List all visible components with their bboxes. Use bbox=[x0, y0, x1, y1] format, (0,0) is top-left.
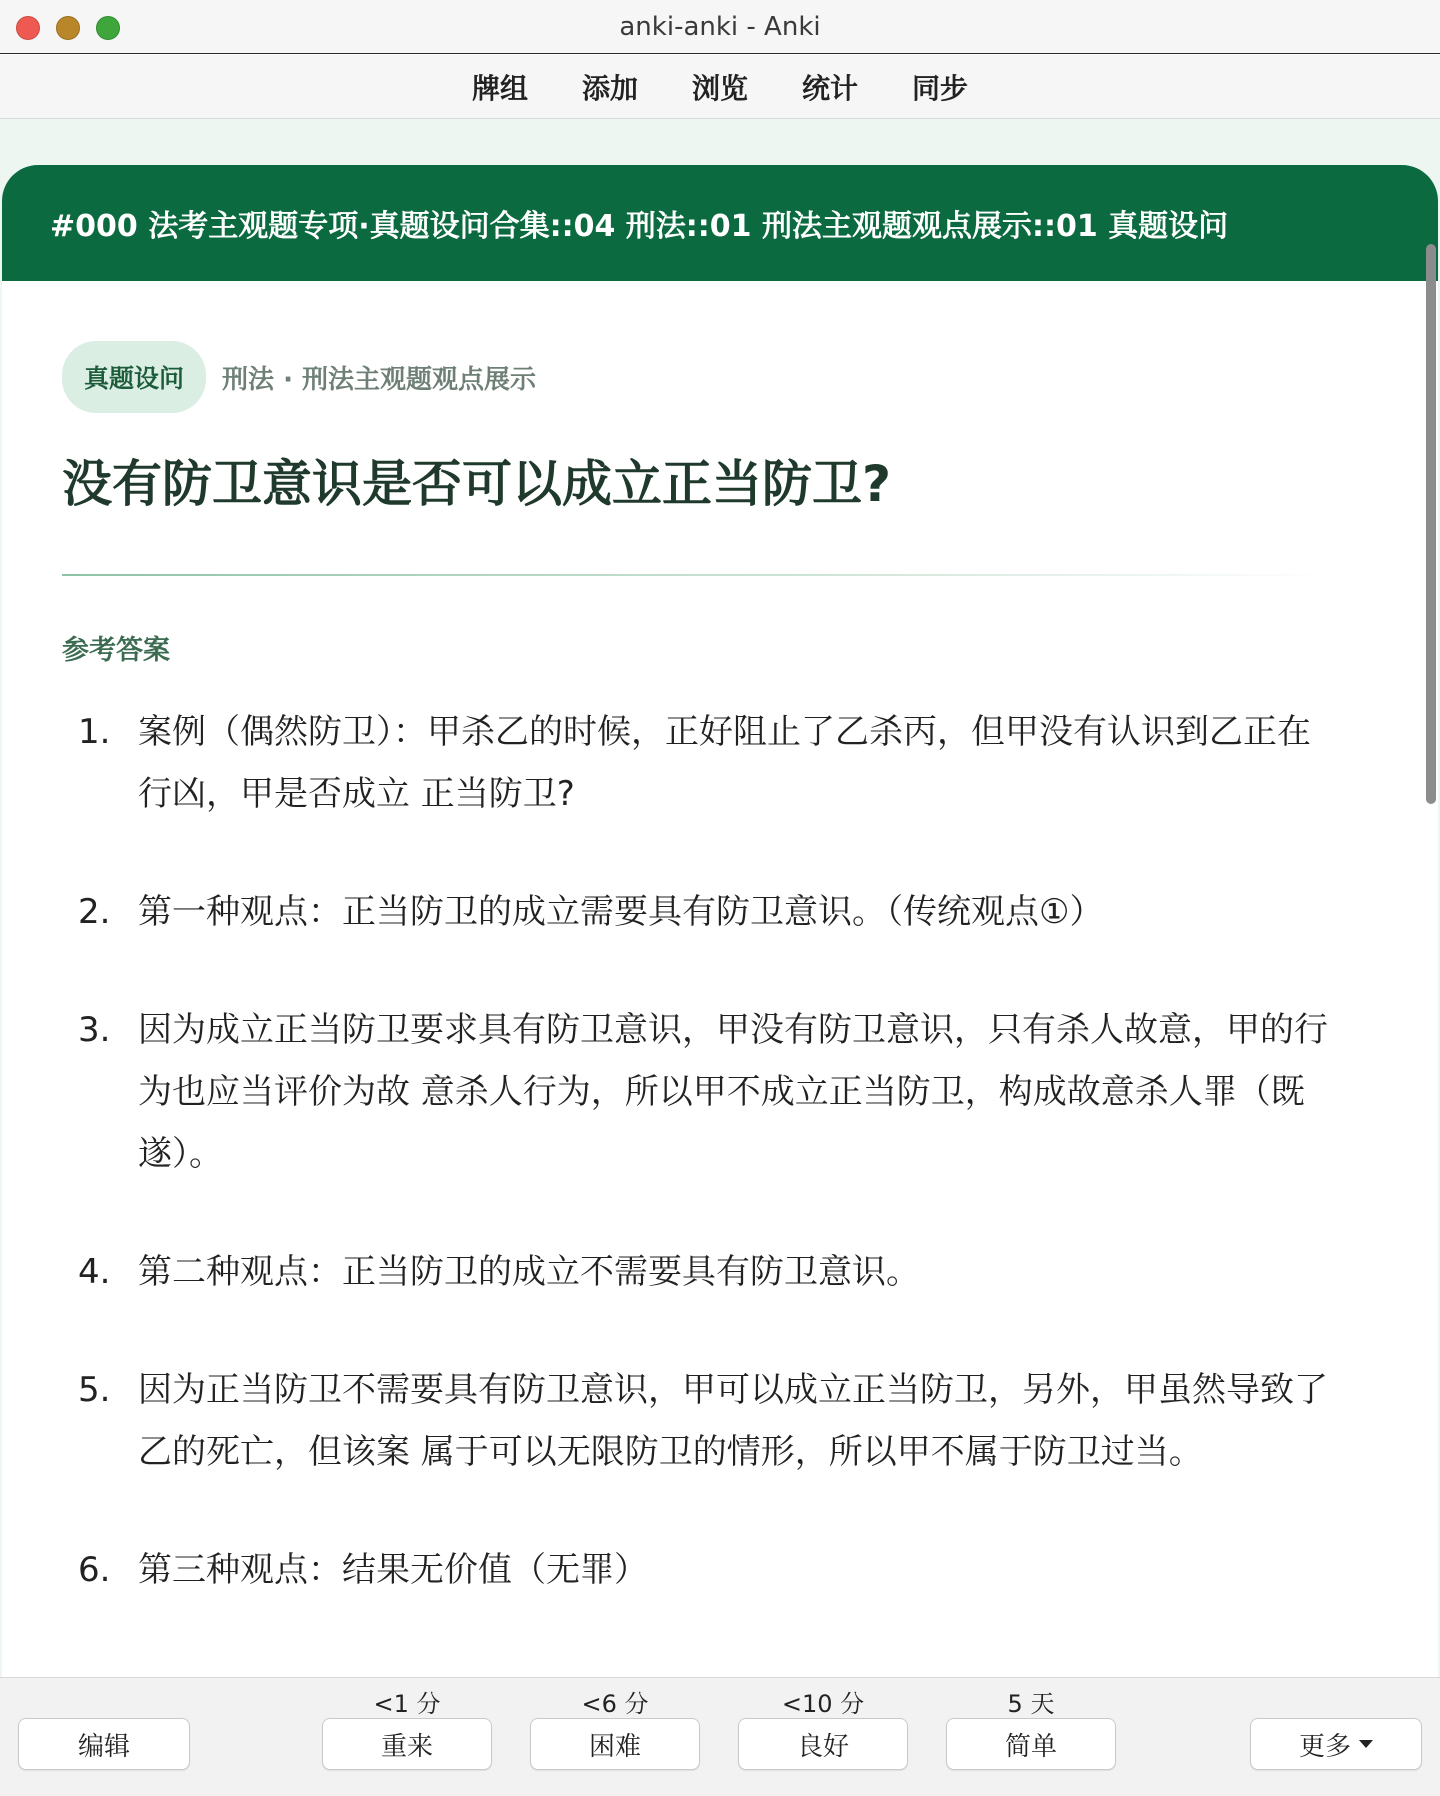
answer-number: 4. bbox=[78, 1251, 111, 1292]
answer-number: 3. bbox=[78, 1009, 111, 1050]
card-body bbox=[2, 281, 1332, 1601]
interval-good: <10 分 bbox=[781, 1690, 865, 1718]
toolbar-stats[interactable]: 统计 bbox=[802, 71, 859, 105]
answer-text: 案例（偶然防卫）：甲杀乙的时候，正好阻止了乙杀丙，但甲没有认识到乙正在行凶，甲是否成立 正当防卫? bbox=[138, 711, 1311, 814]
toolbar-sync[interactable]: 同步 bbox=[912, 71, 969, 105]
toolbar-browse[interactable]: 浏览 bbox=[691, 71, 748, 105]
question-divider bbox=[62, 574, 1332, 576]
edit-button[interactable]: 编辑 bbox=[18, 1718, 190, 1770]
interval-easy: 5 天 bbox=[1007, 1690, 1055, 1718]
answer-number: 2. bbox=[78, 891, 111, 932]
answer-item bbox=[62, 1359, 1332, 1483]
answer-text: 第一种观点：正当防卫的成立需要具有防卫意识。（传统观点①） bbox=[138, 891, 1104, 932]
title-bar bbox=[0, 0, 1440, 54]
more-button-label: 更多 bbox=[1298, 1731, 1351, 1762]
answer-item bbox=[62, 701, 1332, 825]
answer-text: 第三种观点：结果无价值（无罪） bbox=[138, 1549, 648, 1590]
answer-text: 因为成立正当防卫要求具有防卫意识，甲没有防卫意识，只有杀人故意，甲的行为也应当评价为故 意杀人行为，所以甲不成立正当防卫，构成故意杀人罪（既遂）。 bbox=[138, 1009, 1328, 1174]
hard-button[interactable]: 困难 bbox=[530, 1718, 700, 1770]
question-text: 没有防卫意识是否可以成立正当防卫? bbox=[62, 455, 892, 513]
more-button[interactable] bbox=[1250, 1718, 1422, 1770]
answer-number: 6. bbox=[78, 1549, 111, 1590]
deck-path-header: #000 法考主观题专项·真题设问合集::04 刑法::01 刑法主观题观点展示::01 真题设问 bbox=[2, 165, 1438, 281]
answer-text: 因为正当防卫不需要具有防卫意识，甲可以成立正当防卫，另外，甲虽然导致了乙的死亡，但该案 属于可以无限防卫的情形，所以甲不属于防卫过当。 bbox=[138, 1369, 1328, 1472]
answer-item bbox=[62, 999, 1332, 1185]
window-title: anki-anki - Anki bbox=[619, 12, 821, 42]
card-meta bbox=[62, 341, 1332, 413]
chevron-down-icon bbox=[1359, 1740, 1373, 1748]
toolbar-decks[interactable]: 牌组 bbox=[471, 71, 528, 105]
interval-again: <1 分 bbox=[373, 1690, 441, 1718]
interval-hard: <6 分 bbox=[581, 1690, 649, 1718]
answer-heading: 参考答案 bbox=[62, 634, 170, 666]
good-button[interactable]: 良好 bbox=[738, 1718, 908, 1770]
review-bottom-bar bbox=[0, 1677, 1440, 1796]
answer-list bbox=[62, 701, 1332, 1601]
review-card bbox=[2, 165, 1438, 1677]
card-tag-badge: 真题设问 bbox=[62, 341, 206, 413]
card-category-path: 刑法 · 刑法主观题观点展示 bbox=[222, 364, 536, 395]
again-button[interactable]: 重来 bbox=[322, 1718, 492, 1770]
answer-item bbox=[62, 1539, 1332, 1601]
toolbar bbox=[0, 55, 1440, 119]
answer-number: 5. bbox=[78, 1369, 111, 1410]
answer-number: 1. bbox=[78, 711, 111, 752]
answer-text: 第二种观点：正当防卫的成立不需要具有防卫意识。 bbox=[138, 1251, 920, 1292]
toolbar-add[interactable]: 添加 bbox=[581, 71, 638, 105]
answer-item bbox=[62, 881, 1332, 943]
answer-item bbox=[62, 1241, 1332, 1303]
card-viewport bbox=[0, 119, 1440, 1677]
easy-button[interactable]: 简单 bbox=[946, 1718, 1116, 1770]
vertical-scrollbar[interactable] bbox=[1426, 244, 1436, 804]
